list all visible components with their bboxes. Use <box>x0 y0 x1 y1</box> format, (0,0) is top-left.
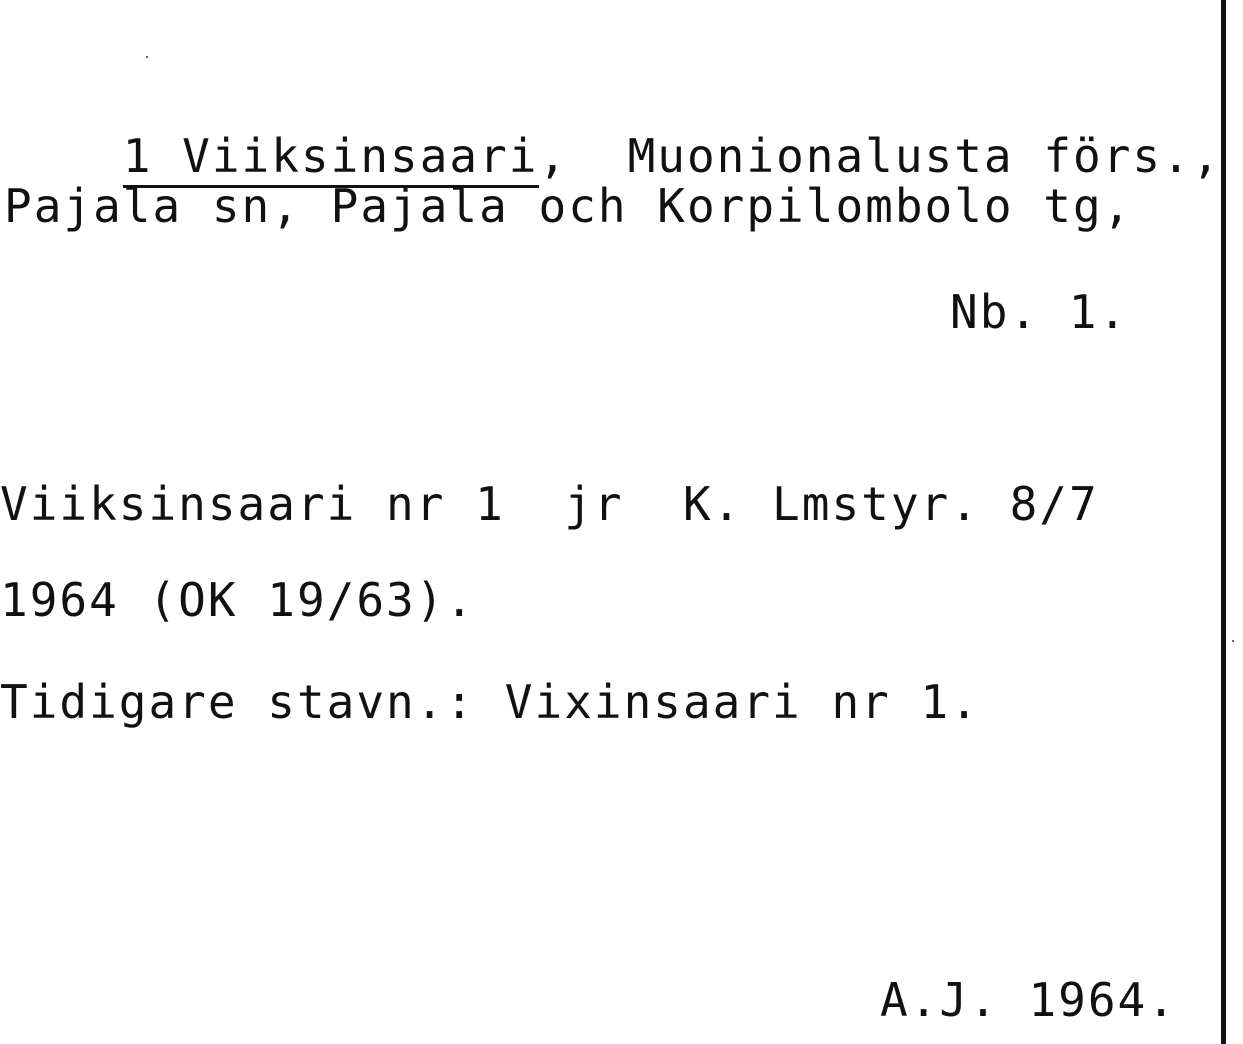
earlier-spelling-line: Tidigare stavn.: Vixinsaari nr 1. <box>0 675 980 729</box>
signature-line: A.J. 1964. <box>880 973 1177 1027</box>
year-reference-line: 1964 (OK 19/63). <box>0 573 476 627</box>
place-name: 1 Viiksinsaari <box>123 129 539 188</box>
parish-line: Pajala sn, Pajala och Korpilombolo tg, <box>4 179 1133 233</box>
decision-line: Viiksinsaari nr 1 jr K. Lmstyr. 8/7 <box>0 477 1099 531</box>
county-line: Nb. 1. <box>950 285 1129 339</box>
dust-speck <box>146 56 148 58</box>
dust-speck <box>1232 640 1234 642</box>
card-edge-line <box>1221 0 1226 1044</box>
heading-rest: , Muonionalusta förs., <box>538 129 1222 183</box>
